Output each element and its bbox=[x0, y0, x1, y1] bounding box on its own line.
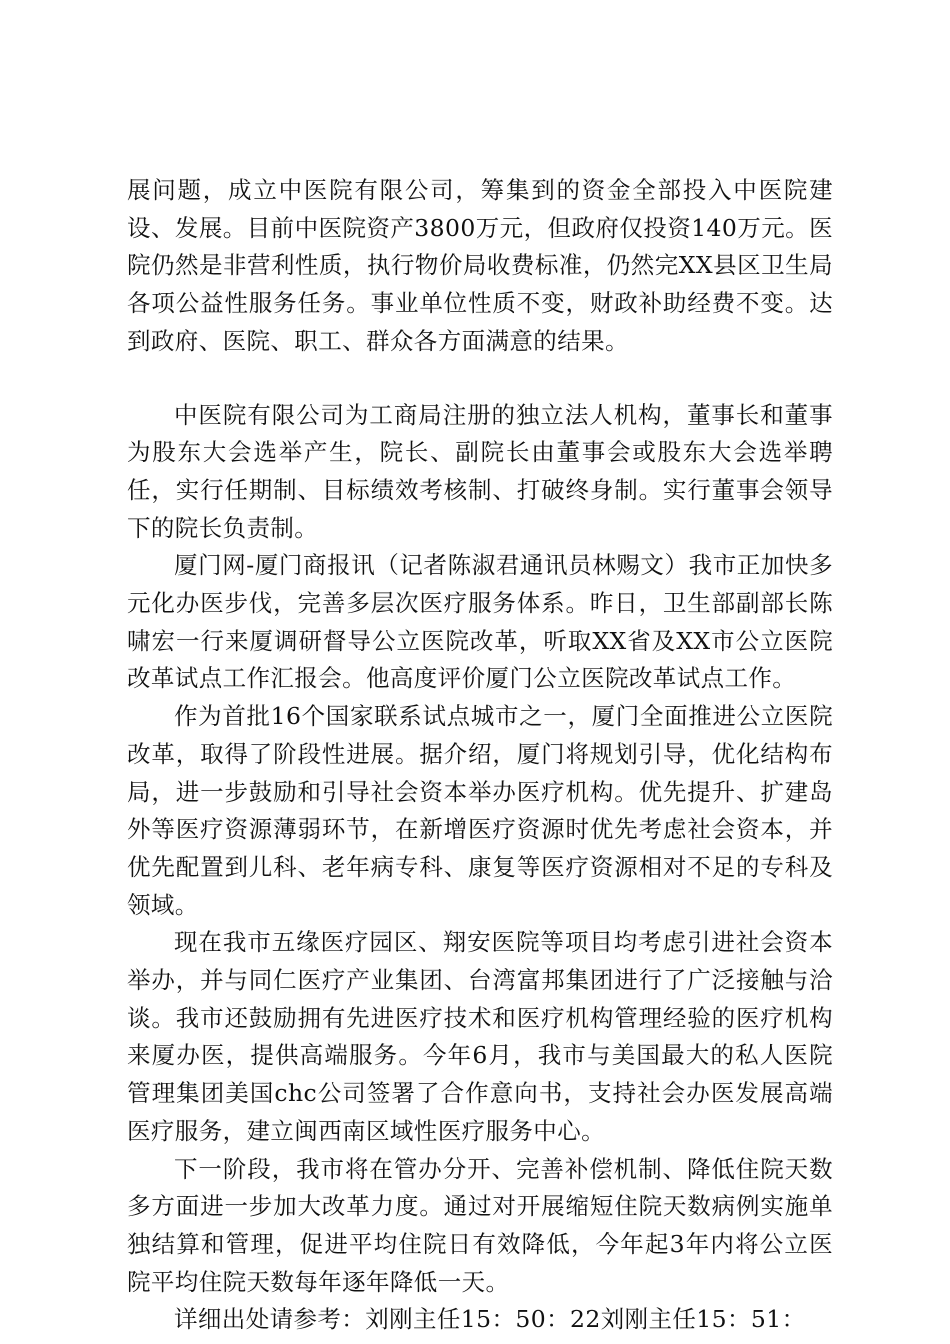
paragraph-2: 中医院有限公司为工商局注册的独立法人机构，董事长和董事为股东大会选举产生，院长、副院长由董事会或股东大会选举聘任，实行任期制、目标绩效考核制、打破终身制。实行董事会领导下的院长负责制。 bbox=[127, 400, 833, 542]
paragraph-7: 详细出处请参考：刘刚主任15：50：22刘刚主任15：51： bbox=[174, 1305, 806, 1334]
paragraph-5: 现在我市五缘医疗园区、翔安医院等项目均考虑引进社会资本举办，并与同仁医疗产业集团、台湾富邦集团进行了广泛接触与洽谈。我市还鼓励拥有先进医疗技术和医疗机构管理经验的医疗机构来厦办医，提供高端服务。今年6月，我市与美国最大的私人医院管理集团美国chc公司签署了合作意向书，支持社会办医发展高端医疗服务，建立闽西南区域性医疗服务中心。 bbox=[127, 928, 833, 1145]
paragraph-4: 作为首批16个国家联系试点城市之一，厦门全面推进公立医院改革，取得了阶段性进展。据介绍，厦门将规划引导，优化结构布局，进一步鼓励和引导社会资本举办医疗机构。优先提升、扩建岛外等医疗资源薄弱环节，在新增医疗资源时优先考虑社会资本，并优先配置到儿科、老年病专科、康复等医疗资源相对不足的专科及领域。 bbox=[127, 702, 833, 919]
document-page bbox=[127, 172, 833, 1339]
paragraph-1: 展问题，成立中医院有限公司，筹集到的资金全部投入中医院建设、发展。目前中医院资产3800万元，但政府仅投资140万元。医院仍然是非营利性质，执行物价局收费标准，仍然完XX县区卫生局各项公益性服务任务。事业单位性质不变，财政补助经费不变。达到政府、医院、职工、群众各方面满意的结果。 bbox=[127, 176, 833, 355]
paragraph-6: 下一阶段，我市将在管办分开、完善补偿机制、降低住院天数多方面进一步加大改革力度。通过对开展缩短住院天数病例实施单独结算和管理，促进平均住院日有效降低，今年起3年内将公立医院平均住院天数每年逐年降低一天。 bbox=[127, 1154, 833, 1296]
paragraph-3: 厦门网-厦门商报讯（记者陈淑君通讯员林赐文）我市正加快多元化办医步伐，完善多层次医疗服务体系。昨日，卫生部副部长陈啸宏一行来厦调研督导公立医院改革，听取XX省及XX市公立医院改革试点工作汇报会。他高度评价厦门公立医院改革试点工作。 bbox=[127, 551, 833, 693]
